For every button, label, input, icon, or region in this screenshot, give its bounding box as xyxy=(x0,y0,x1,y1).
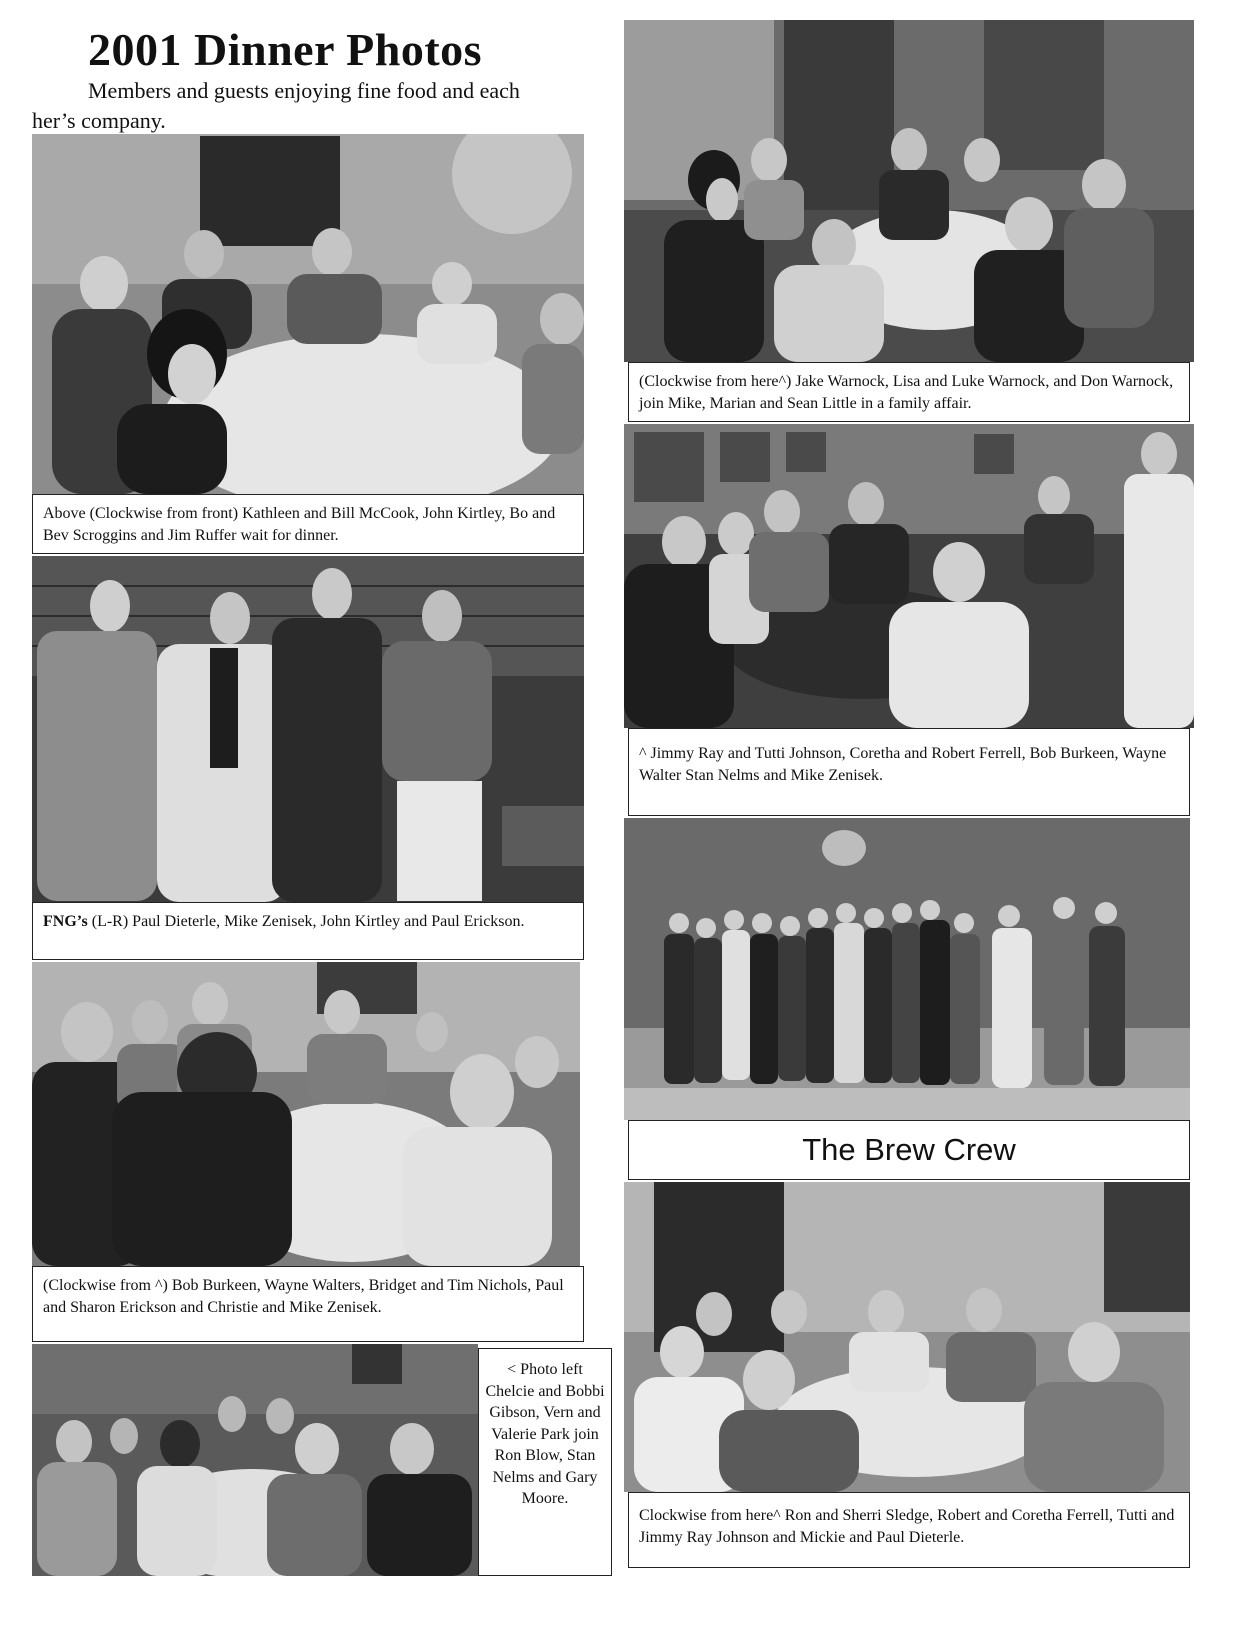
caption-fngs-text: (L-R) Paul Dieterle, Mike Zenisek, John Kirtley and Paul Erickson. xyxy=(87,913,525,930)
photo-brew-crew xyxy=(624,818,1190,1120)
page-title: 2001 Dinner Photos xyxy=(88,24,483,75)
caption-brew-crew: The Brew Crew xyxy=(628,1120,1190,1180)
caption-warnock-table: (Clockwise from here^) Jake Warnock, Lisa and Luke Warnock, and Don Warnock, join Mike, Marian and Sean Little in a family affair. xyxy=(628,362,1190,422)
caption-fngs-lead: FNG’s xyxy=(43,913,88,930)
caption-fngs xyxy=(32,902,584,960)
intro-line-1: Members and guests enjoying fine food and each xyxy=(88,78,520,103)
photo-fngs xyxy=(32,556,584,902)
caption-gibson-table: < Photo left Chelcie and Bobbi Gibson, Vern and Valerie Park join Ron Blow, Stan Nelms and Gary Moore. xyxy=(478,1348,612,1576)
caption-burkeen-table: (Clockwise from ^) Bob Burkeen, Wayne Walters, Bridget and Tim Nichols, Paul and Sharon Erickson and Christie and Mike Zenisek. xyxy=(32,1266,584,1342)
photo-johnson-table xyxy=(624,424,1194,728)
caption-johnson-table: ^ Jimmy Ray and Tutti Johnson, Coretha and Robert Ferrell, Bob Burkeen, Wayne Walter Stan Nelms and Mike Zenisek. xyxy=(628,728,1190,816)
caption-mccook-table: Above (Clockwise from front) Kathleen and Bill McCook, John Kirtley, Bo and Bev Scroggins and Jim Ruffer wait for dinner. xyxy=(32,494,584,554)
intro-text xyxy=(32,76,592,136)
photo-warnock-table xyxy=(624,20,1194,362)
caption-sledge-table: Clockwise from here^ Ron and Sherri Sledge, Robert and Coretha Ferrell, Tutti and Jimmy Ray Johnson and Mickie and Paul Dieterle. xyxy=(628,1492,1190,1568)
photo-mccook-table xyxy=(32,134,584,494)
photo-sledge-table xyxy=(624,1182,1190,1492)
photo-burkeen-table xyxy=(32,962,580,1266)
intro-line-2: her’s company. xyxy=(32,108,166,133)
photo-gibson-table xyxy=(32,1344,478,1576)
